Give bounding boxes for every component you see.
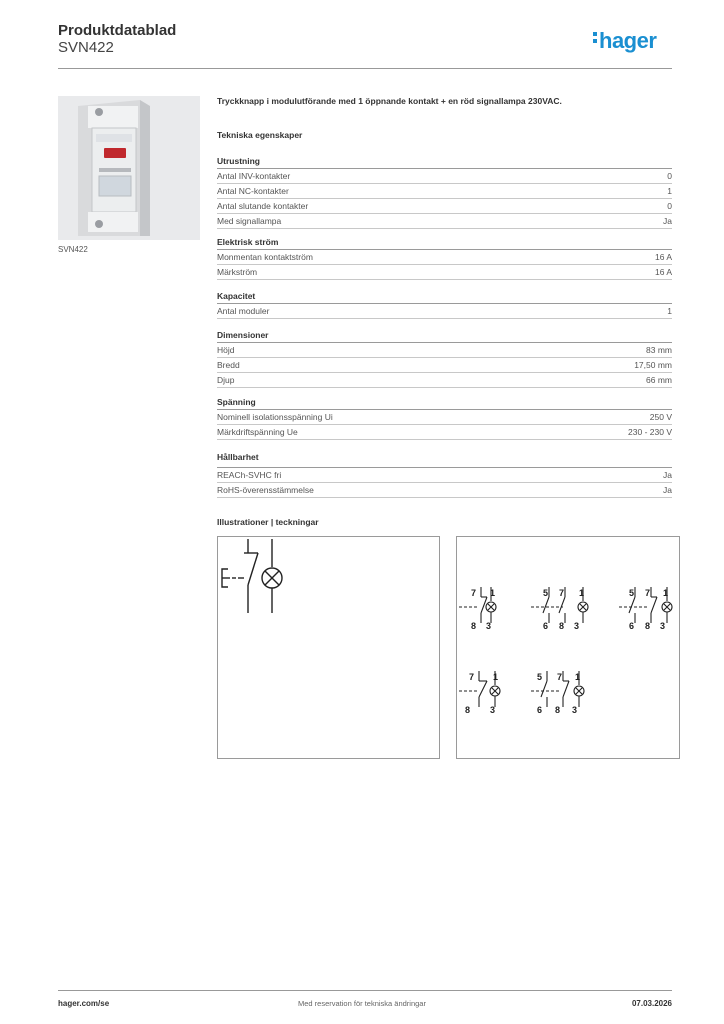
row-value: 16 A: [654, 252, 672, 262]
footer-date: 07.03.2026: [631, 999, 672, 1008]
table-row: [217, 304, 672, 319]
section-utrustning: [217, 155, 672, 229]
row-label: REACh-SVHC fri: [217, 470, 282, 480]
product-image-caption: SVN422: [58, 245, 88, 254]
terminal-label: 3: [490, 705, 496, 715]
row-label: Antal slutande kontakter: [217, 201, 309, 211]
section-dimensioner: [217, 329, 672, 388]
row-label: Märkström: [217, 267, 258, 277]
table-row: [217, 410, 672, 425]
terminal-label: 3: [660, 621, 666, 631]
schematic-symbol-box: [217, 536, 440, 759]
table-row: [217, 199, 672, 214]
table-row: [217, 214, 672, 229]
row-label: Antal NC-kontakter: [217, 186, 289, 196]
row-value: 66 mm: [646, 375, 672, 385]
row-label: Nominell isolationsspänning Ui: [217, 412, 333, 422]
terminal-label: 1: [490, 588, 496, 598]
row-label: Antal moduler: [217, 306, 270, 316]
row-value: Ja: [663, 485, 672, 495]
push-button-module-icon: [58, 96, 200, 240]
terminal-label: 8: [645, 621, 651, 631]
footer-disclaimer: Med reservation för tekniska ändringar: [298, 999, 426, 1008]
product-code: SVN422: [58, 39, 114, 56]
terminal-label: 7: [471, 588, 477, 598]
header-divider: [58, 68, 672, 69]
section-heading: Dimensioner: [217, 329, 672, 343]
section-heading: Kapacitet: [217, 290, 672, 304]
row-value: Ja: [663, 470, 672, 480]
table-row: [217, 425, 672, 440]
product-description: Tryckknapp i modulutförande med 1 öppnande kontakt + en röd signallampa 230VAC.: [217, 96, 562, 106]
table-row: [217, 184, 672, 199]
terminal-label: 6: [537, 705, 543, 715]
row-value: Ja: [663, 216, 672, 226]
section-hallbarhet: [217, 451, 672, 498]
terminal-label: 1: [663, 588, 669, 598]
logo-text: hager: [599, 28, 657, 53]
table-row: [217, 343, 672, 358]
table-row: [217, 373, 672, 388]
section-kapacitet: [217, 290, 672, 319]
terminal-label: 3: [572, 705, 578, 715]
row-value: 17,50 mm: [634, 360, 672, 370]
section-heading: Spänning: [217, 396, 672, 410]
row-value: 230 - 230 V: [628, 427, 672, 437]
terminal-label: 7: [469, 672, 475, 682]
table-row: [217, 358, 672, 373]
terminal-label: 6: [543, 621, 549, 631]
terminal-label: 3: [574, 621, 580, 631]
section-heading: Elektrisk ström: [217, 236, 672, 250]
terminal-label: 7: [559, 588, 565, 598]
hager-logo: [593, 28, 656, 54]
terminal-label: 5: [537, 672, 543, 682]
page-title: Produktdatablad: [58, 22, 177, 39]
row-label: Bredd: [217, 360, 240, 370]
terminal-label: 6: [629, 621, 635, 631]
terminal-label: 8: [471, 621, 477, 631]
terminal-label: 1: [493, 672, 499, 682]
terminal-label: 5: [629, 588, 635, 598]
row-value: 16 A: [654, 267, 672, 277]
row-label: Märkdriftspänning Ue: [217, 427, 298, 437]
product-image: [58, 96, 200, 240]
table-row: [217, 468, 672, 483]
logo-dots-icon: [593, 29, 597, 46]
terminal-label: 7: [645, 588, 651, 598]
table-row: [217, 169, 672, 184]
row-value: 250 V: [649, 412, 672, 422]
row-label: Höjd: [217, 345, 235, 355]
row-value: 83 mm: [646, 345, 672, 355]
terminal-label: 8: [465, 705, 471, 715]
terminal-label: 8: [555, 705, 561, 715]
terminal-label: 1: [579, 588, 585, 598]
illustrations-heading: Illustrationer | teckningar: [217, 517, 319, 527]
section-spanning: [217, 396, 672, 440]
terminal-label: 7: [557, 672, 563, 682]
section-heading: Hållbarhet: [217, 451, 672, 468]
footer-website: hager.com/se: [58, 999, 110, 1008]
terminal-label: 1: [575, 672, 581, 682]
terminal-label: 5: [543, 588, 549, 598]
row-value: 0: [667, 171, 672, 181]
table-row: [217, 483, 672, 498]
section-elektrisk-strom: [217, 236, 672, 280]
properties-heading: Tekniska egenskaper: [217, 130, 303, 140]
contact-variants-diagram-icon: [457, 537, 679, 758]
push-button-lamp-symbol-icon: [218, 537, 439, 758]
row-label: Med signallampa: [217, 216, 282, 226]
row-label: Antal INV-kontakter: [217, 171, 291, 181]
terminal-label: 3: [486, 621, 492, 631]
table-row: [217, 265, 672, 280]
row-label: Djup: [217, 375, 235, 385]
wiring-diagrams-box: [456, 536, 680, 759]
table-row: [217, 250, 672, 265]
terminal-label: 8: [559, 621, 565, 631]
section-heading: Utrustning: [217, 155, 672, 169]
row-value: 1: [667, 306, 672, 316]
row-label: RoHS-överensstämmelse: [217, 485, 314, 495]
footer-divider: [58, 990, 672, 991]
row-value: 1: [667, 186, 672, 196]
row-value: 0: [667, 201, 672, 211]
row-label: Monmentan kontaktström: [217, 252, 313, 262]
